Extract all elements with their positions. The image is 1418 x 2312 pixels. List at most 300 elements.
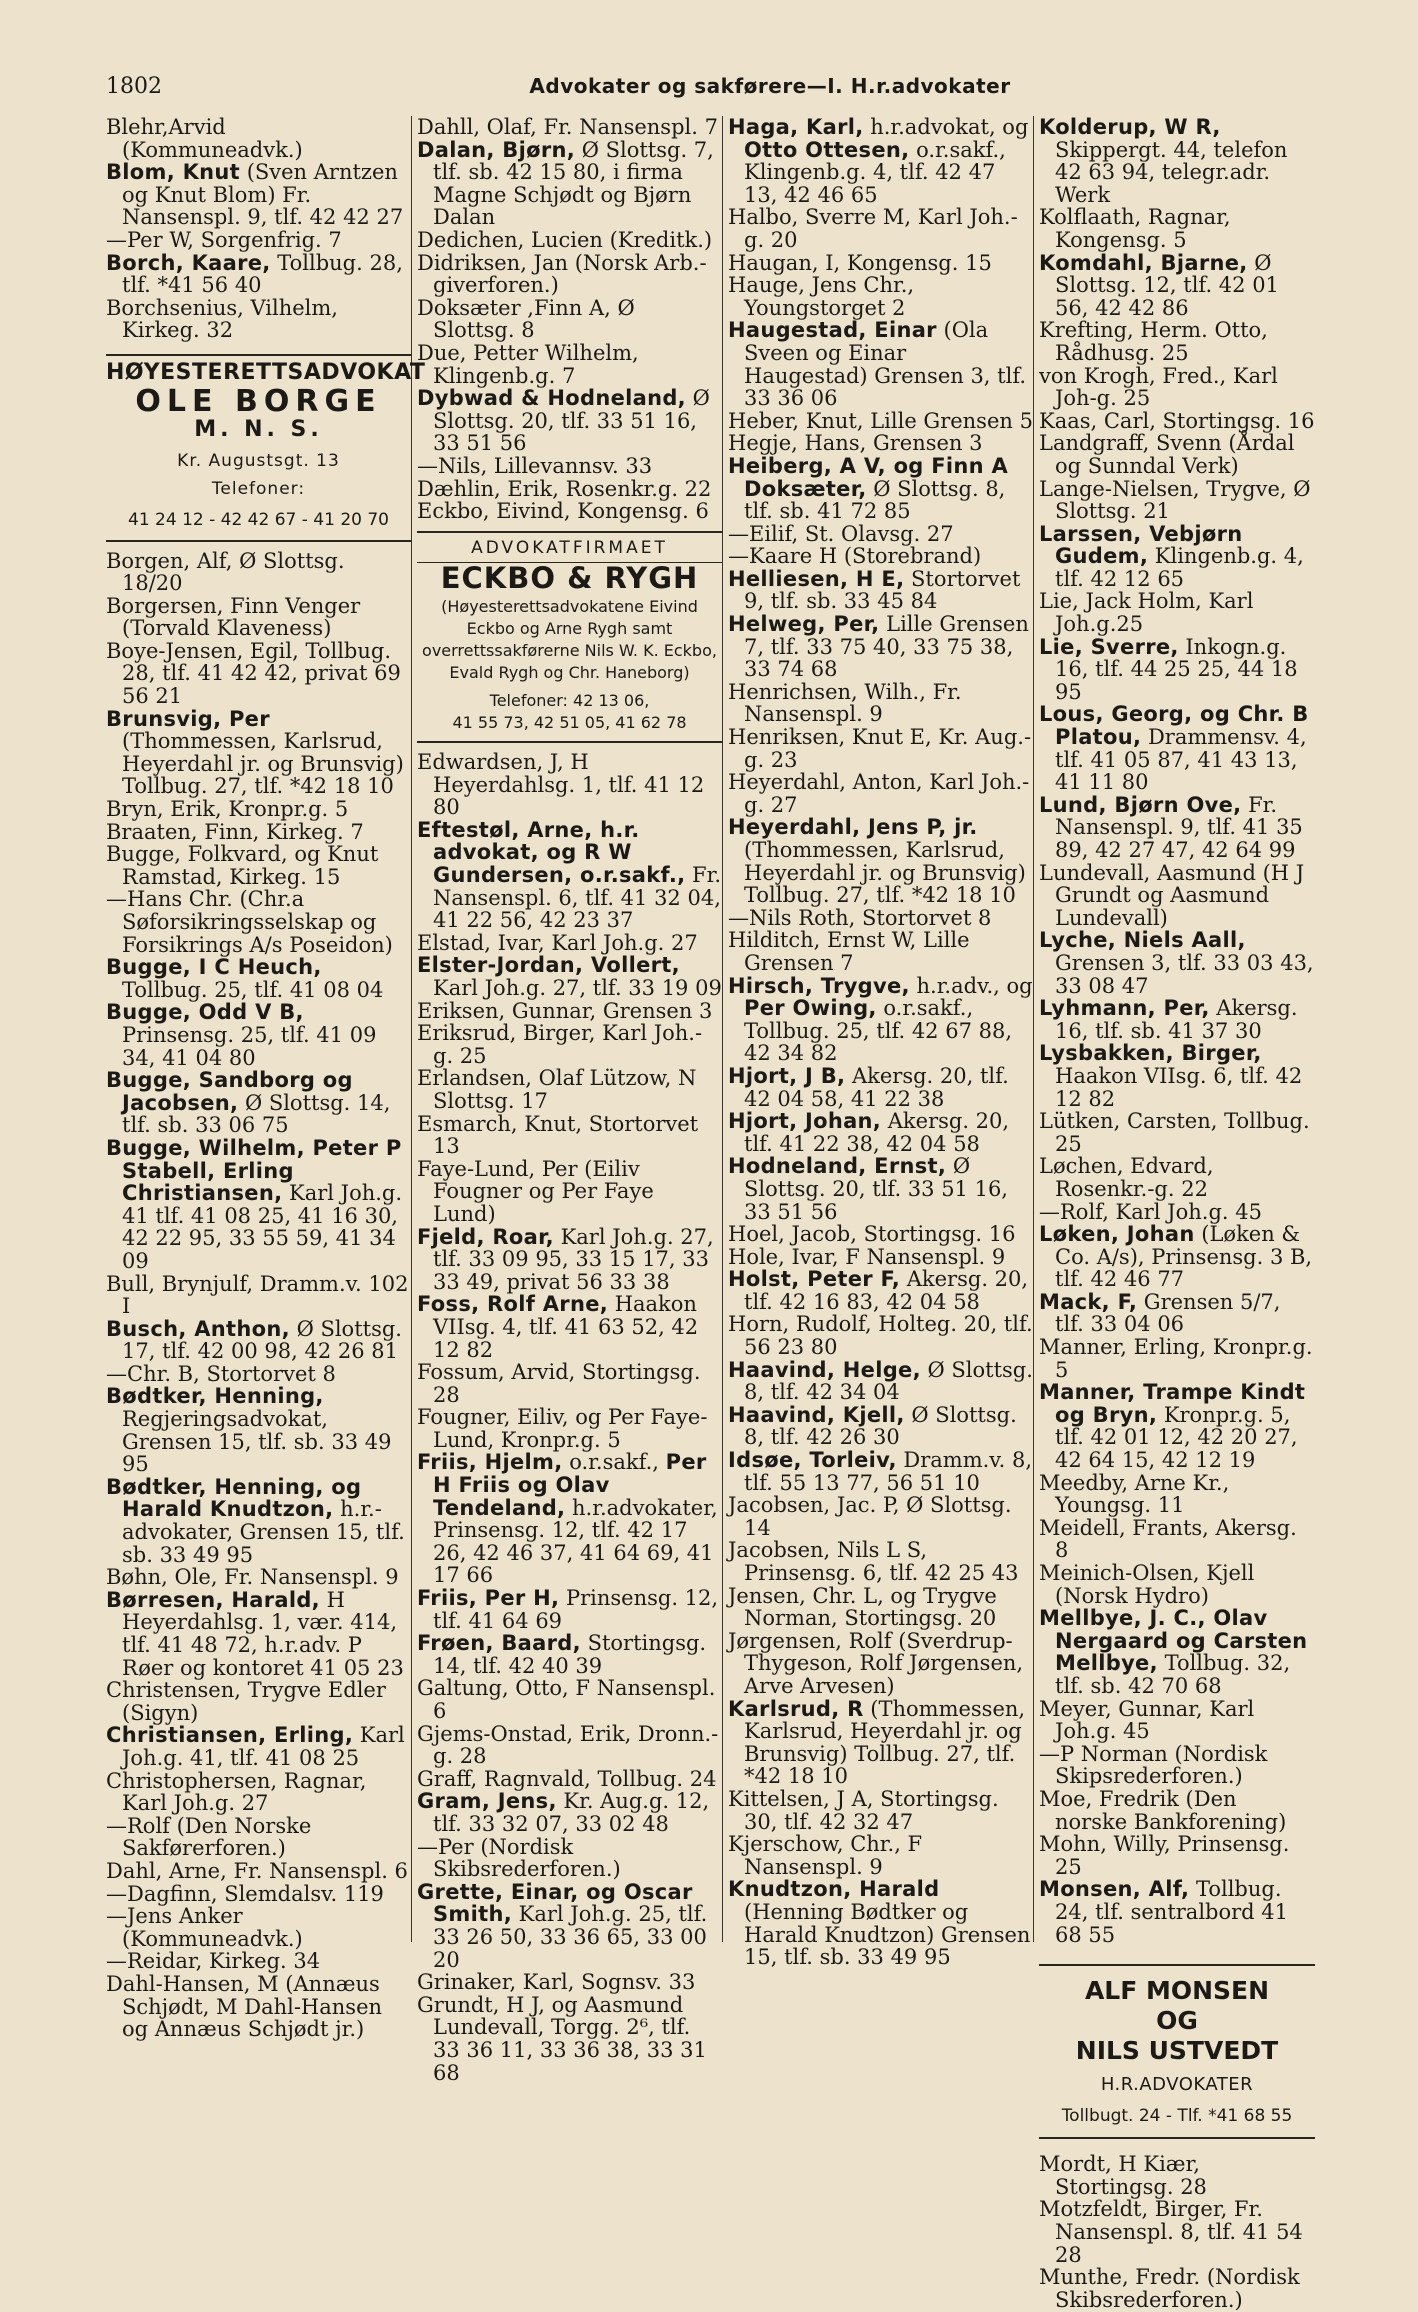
listing-details: Boye-Jensen, Egil, Tollbug. 28, tlf. 41 42 42, privat 69 56 21 (106, 638, 401, 709)
listing-details: Jacobsen, Jac. P, Ø Slottsg. 14 (728, 1493, 1012, 1540)
listing-entry (728, 274, 1034, 319)
listing-entry (1039, 1743, 1315, 1788)
listing-entry (728, 319, 1034, 409)
listing-entry (1039, 432, 1315, 477)
listing-name: Frøen, Baard, (417, 1631, 581, 1656)
listing-details: Kolflaath, Ragnar, Kongensg. 5 (1039, 205, 1231, 252)
listing-details: Ø Slottsg. 8, tlf. 42 34 04 (744, 1357, 1033, 1405)
listing-entry (417, 1451, 722, 1587)
listing-entry (106, 1679, 411, 1724)
listing-entry (1039, 703, 1315, 793)
listing-details: Motzfeldt, Birger, Fr. Nansenspl. 8, tlf. 41 54 28 (1039, 2197, 1303, 2267)
listing-entry (417, 229, 722, 252)
listing-name: Børresen, Harald, (106, 1587, 320, 1612)
listing-details: Manner, Erling, Kronpr.g. 5 (1039, 1335, 1313, 1382)
listing-details: Kaas, Carl, Stortingsg. 16 (1039, 408, 1315, 433)
listing-details: Moe, Fredrik (Den norske Bankforening) (1039, 1786, 1287, 1834)
listing-entry (106, 843, 411, 888)
listing-details: Jensen, Chr. L, og Trygve Norman, Stortingsg. 20 (728, 1583, 997, 1631)
listing-entry (1039, 2266, 1315, 2311)
listing-details: Gjems-Onstad, Erik, Dronn.-g. 28 (417, 1721, 719, 1769)
listing-details: Tollbug. 32, tlf. sb. 42 70 68 (1055, 1651, 1291, 1698)
listing-details: (Henning Bødtker og Harald Knudtzon) Grensen 15, tlf. sb. 33 49 95 (744, 1899, 1031, 1970)
listing-entry (728, 1449, 1034, 1494)
listing-entry (728, 1246, 1034, 1269)
listing-name: Holst, Peter F, (728, 1267, 901, 1292)
listing-entry (106, 1566, 411, 1589)
listing-entry (417, 139, 722, 229)
listing-entry (1039, 1336, 1315, 1381)
listing-entry (728, 771, 1034, 816)
listing-entry (106, 640, 411, 708)
listing-entry (728, 410, 1034, 433)
listing-details: h.r.-advokater, Grensen 15, tlf. sb. 33 49 95 (122, 1497, 405, 1567)
listing-details: Braaten, Finn, Kirkeg. 7 (106, 819, 364, 844)
listing-name: Knudtzon, Harald (728, 1877, 940, 1902)
listing-entry (417, 1406, 722, 1451)
listing-name: Helweg, Per, (728, 612, 880, 637)
listing-entry (1039, 1291, 1315, 1336)
listing-name: Eftestøl, Arne, h.r. advokat, og R W Gundersen, o.r.sakf., (417, 817, 686, 888)
listing-entry (1039, 862, 1315, 930)
listing-entry (417, 751, 722, 819)
ad-phones: 41 24 12 - 42 42 67 - 41 20 70 (128, 509, 389, 530)
listing-details: Horn, Rudolf, Holteg. 20, tlf. 56 23 80 (728, 1312, 1033, 1360)
listing-entry (106, 1273, 411, 1318)
listing-name: Lund, Bjørn Ove, (1039, 792, 1242, 817)
listing-entry (1039, 1110, 1315, 1155)
listing-entry (728, 1065, 1034, 1110)
listing-entry (1039, 590, 1315, 635)
listing-entry (417, 1632, 722, 1677)
listing-details: Ø Slottsg. 12, tlf. 42 01 56, 42 42 86 (1055, 250, 1279, 320)
listing-entry (106, 1589, 411, 1679)
listing-details: o.r.sakf., (562, 1450, 666, 1475)
listing-entry (417, 1022, 722, 1067)
listing-details: Drammensv. 4, tlf. 41 05 87, 41 43 13, 41 11 80 (1055, 725, 1307, 795)
listing-entry (106, 1905, 411, 1950)
listing-entry (417, 455, 722, 478)
listing-name: Per Owing, (744, 996, 877, 1021)
listing-details: (Thommessen, Karlsrud, Heyerdahl jr. og Brunsvig) Tollbug. 27, tlf. *42 18 10 (122, 729, 404, 799)
listing-entry (728, 523, 1034, 546)
listing-details: —P Norman (Nordisk Skipsrederforen.) (1039, 1741, 1268, 1789)
listing-entry (728, 1539, 1034, 1584)
listing-details: Edwardsen, J, H Heyerdahlsg. 1, tlf. 41 12 80 (417, 750, 705, 820)
listing-entry (1039, 929, 1315, 997)
listing-details: Eriksrud, Birger, Karl Joh.-g. 25 (417, 1021, 703, 1068)
listing-name: Dalan, Bjørn, (417, 137, 576, 162)
listing-entry (728, 1223, 1034, 1246)
listing-entry (728, 252, 1034, 275)
listing-entry (106, 1973, 411, 2041)
listing-name: Bødtker, Henning, og Harald Knudtzon, (106, 1474, 362, 1522)
listing-details: Grensen 5/7, tlf. 33 04 06 (1055, 1289, 1281, 1337)
listing-details: (Løken & Co. A/s), Prinsensg. 3 B, tlf. 42 46 77 (1055, 1222, 1313, 1292)
listing-entry (728, 545, 1034, 568)
listing-entry (417, 1067, 722, 1112)
listing-name: Dybwad & Hodneland, (417, 386, 686, 411)
listing-name: Elster-Jordan, Vollert, (417, 953, 680, 978)
listing-entry (417, 1881, 722, 1971)
listing-entry (1039, 1698, 1315, 1743)
listing-details: Akersg. 16, tlf. sb. 41 37 30 (1055, 996, 1298, 1043)
listing-details: (Thommessen, Karlsrud, Heyerdahl jr. og Brunsvig) Tollbug. 27, tlf. *42 18 10 (744, 838, 1026, 908)
listing-details: Karl Joh.g. 41, tlf. 41 08 25 (122, 1723, 405, 1770)
listing-name: Løken, Johan (1039, 1222, 1195, 1247)
page-number: 1802 (106, 74, 162, 99)
listing-name: Busch, Anthon, (106, 1316, 290, 1341)
listing-entry (106, 888, 411, 956)
listing-details: Mohn, Willy, Prinsensg. 25 (1039, 1832, 1290, 1879)
listing-entry (1039, 206, 1315, 251)
listing-name: Hodneland, Ernst, (728, 1154, 947, 1179)
listing-details: —Kaare H (Storebrand) (728, 544, 982, 569)
listing-entry (106, 1476, 411, 1566)
listing-entry (417, 819, 722, 932)
listing-name: Hjort, Johan, (728, 1109, 882, 1134)
listing-entry (728, 1313, 1034, 1358)
listing-entry (106, 956, 411, 1001)
listing-entry (417, 1293, 722, 1361)
listing-entry (1039, 252, 1315, 320)
column-divider (411, 116, 412, 1942)
listing-details: Akersg. 20, tlf. 42 04 58, 41 22 38 (744, 1063, 1009, 1111)
listing-name: Friis, Per H, (417, 1586, 560, 1611)
listing-details: Haakon VIIsg. 4, tlf. 41 63 52, 42 12 82 (433, 1292, 699, 1362)
listing-name: Brunsvig, Per (106, 706, 270, 731)
listing-details: Eckbo, Eivind, Kongensg. 6 (417, 499, 709, 524)
listing-details: Fossum, Arvid, Stortingsg. 28 (417, 1360, 701, 1407)
listing-details: Kronpr.g. 5, tlf. 42 01 12, 42 20 27, 42 64 15, 42 12 19 (1055, 1402, 1298, 1473)
listing-details: Kittelsen, J A, Stortingsg. 30, tlf. 42 32 47 (728, 1786, 999, 1834)
listing-entry (1039, 1562, 1315, 1607)
listing-details: Galtung, Otto, F Nansenspl. 6 (417, 1676, 716, 1723)
listing-entry (728, 1630, 1034, 1698)
listing-details: Esmarch, Knut, Stortorvet 13 (417, 1111, 699, 1159)
ad-phones: 41 55 73, 42 51 05, 41 62 78 (452, 713, 687, 733)
listing-details: Jørgensen, Rolf (Sverdrup-Thygeson, Rolf Jørgensen, Arve Arvesen) (728, 1628, 1024, 1698)
listing-name: Bødtker, Henning, (106, 1384, 324, 1409)
listing-name: Grette, Einar, og Oscar Smith, (417, 1879, 693, 1927)
listing-entry (106, 1770, 411, 1815)
listing-details: Henriksen, Knut E, Kr. Aug.-g. 23 (728, 725, 1032, 772)
listing-details: —Hans Chr. (Chr.a Søforsikringsselskap og Forsikrings A/s Poseidon) (106, 887, 393, 957)
listing-details: —Rolf, Karl Joh.g. 45 (1039, 1199, 1262, 1224)
listing-entry (728, 1110, 1034, 1155)
listing-name: Otto Ottesen, (744, 137, 910, 162)
listing-details: Krefting, Herm. Otto, Rådhusg. 25 (1039, 318, 1268, 365)
listing-details: h.r.advokat, og (863, 115, 1029, 139)
listing-details: Akersg. 20, tlf. 41 22 38, 42 04 58 (744, 1109, 1010, 1156)
ad-firm-name: ECKBO & RYGH (440, 561, 699, 596)
listing-details: —Eilif, St. Olavsg. 27 (728, 521, 954, 546)
ad-membership: M. N. S. (194, 417, 323, 443)
listing-entry (1039, 997, 1315, 1042)
listing-entry (106, 595, 411, 640)
listing-name: Haugestad, Einar (728, 318, 937, 343)
listing-entry (417, 954, 722, 999)
listing-name: Borch, Kaare, (106, 250, 271, 275)
listing-details: Bugge, Folkvard, og Knut Ramstad, Kirkeg. 15 (106, 842, 379, 889)
listing-details: Ø Slottsg. 8, tlf. 42 26 30 (744, 1402, 1017, 1450)
listing-details: Borchsenius, Vilhelm, Kirkeg. 32 (106, 295, 338, 343)
listing-details: Meyer, Gunnar, Karl Joh.g. 45 (1039, 1696, 1255, 1744)
listing-entry (417, 1158, 722, 1226)
ad-title: HØYESTERETTSADVOKAT (106, 359, 426, 385)
listing-details: Dæhlin, Erik, Rosenkr.g. 22 (417, 476, 712, 501)
listing-details: —Chr. B, Stortorvet 8 (106, 1361, 336, 1386)
listing-details: Fr. Nansenspl. 6, tlf. 41 32 04, 41 22 56, 42 23 37 (433, 863, 722, 933)
listing-details: Dahl-Hansen, M (Annæus Schjødt, M Dahl-Hansen og Annæus Schjødt jr.) (106, 1971, 383, 2042)
listing-details: Ø Slottsg. 8, tlf. sb. 41 72 85 (744, 476, 1006, 524)
listing-details: Heber, Knut, Lille Grensen 5 (728, 408, 1033, 433)
listing-details: Bull, Brynjulf, Dramm.v. 102 I (106, 1271, 409, 1319)
listing-entry (417, 297, 722, 342)
column-2 (417, 116, 722, 2084)
listing-entry (106, 161, 411, 229)
listing-details: Haugan, I, Kongensg. 15 (728, 250, 992, 275)
listing-details: Ø Slottsg. 20, tlf. 33 51 16, 33 51 56 (433, 386, 710, 456)
ad-address: Kr. Augustsgt. 13 (177, 450, 340, 471)
listing-entry (106, 821, 411, 844)
listing-entry (728, 681, 1034, 726)
listing-name: Haavind, Kjell, (728, 1402, 905, 1427)
listing-details: Lange-Nielsen, Trygve, Ø Slottsg. 21 (1039, 476, 1311, 524)
listing-name: Per H Friis og Olav Tendeland, (433, 1450, 707, 1520)
listing-name: Karlsrud, R (728, 1696, 864, 1721)
listing-details: —Reidar, Kirkeg. 34 (106, 1949, 321, 1974)
listing-details: Kr. Aug.g. 12, tlf. 33 32 07, 33 02 48 (433, 1789, 710, 1836)
listing-details: —Nils, Lillevannsv. 33 (417, 453, 653, 478)
listing-entry (728, 432, 1034, 455)
listing-entry (417, 342, 722, 387)
listing-entry (1039, 1607, 1315, 1697)
listing-name: Heiberg, A V, og Finn A Doksæter, (728, 453, 1009, 501)
listing-details: Fougner, Eiliv, og Per Faye-Lund, Kronpr.g. 5 (417, 1405, 708, 1452)
listing-details: Karl Joh.g. 25, tlf. 33 26 50, 33 36 65, 33 00 20 (433, 1902, 708, 1972)
listing-name: Bugge, Sandborg og Jacobsen, (106, 1068, 353, 1115)
listing-entry (106, 252, 411, 297)
listing-details: Christensen, Trygve Edler (Sigyn) (106, 1678, 386, 1725)
listing-details: Fr. Nansenspl. 9, tlf. 41 35 89, 42 27 47, 42 64 99 (1055, 792, 1303, 862)
listing-entry (1039, 1472, 1315, 1517)
listing-name: Lous, Georg, og Chr. B Platou, (1039, 702, 1309, 750)
column-divider (722, 116, 723, 1942)
listing-entry (106, 550, 411, 595)
listing-details: Didriksen, Jan (Norsk Arb.-giverforen.) (417, 250, 707, 298)
listing-details: Meedby, Arne Kr., Youngsg. 11 (1039, 1470, 1230, 1518)
listing-entry (417, 387, 722, 455)
listing-name: Komdahl, Bjarne, (1039, 250, 1248, 275)
listing-name: Idsøe, Torleiv, (728, 1448, 897, 1473)
listing-details: Akersg. 20, tlf. 42 16 83, 42 04 58 (744, 1267, 1029, 1314)
listing-entry (106, 708, 411, 798)
listing-details: Bryn, Erik, Kronpr.g. 5 (106, 797, 349, 822)
listing-details: Dahl, Arne, Fr. Nansenspl. 6 (106, 1858, 408, 1883)
listing-details: Halbo, Sverre M, Karl Joh.-g. 20 (728, 205, 1018, 252)
listing-entry (417, 500, 722, 523)
listing-entry (417, 1677, 722, 1722)
listing-details: Inkogn.g. 16, tlf. 44 25 25, 44 18 95 (1055, 634, 1298, 704)
ad-title: H.R.ADVOKATER (1100, 2074, 1254, 2096)
listing-name: Fjeld, Roar, (417, 1224, 554, 1249)
listing-entry (417, 116, 722, 139)
listing-name: Bugge, Odd V B, (106, 1000, 304, 1025)
listing-entry (1039, 1788, 1315, 1833)
listing-details: o.r.sakf., Klingenb.g. 4, tlf. 42 47 13, 42 46 65 (744, 137, 1006, 207)
listing-details: Christophersen, Ragnar, Karl Joh.g. 27 (106, 1768, 367, 1816)
listing-name: Kolderup, W R, (1039, 115, 1221, 139)
listing-details: Haakon VIIsg. 6, tlf. 42 12 82 (1055, 1063, 1303, 1111)
listing-entry (1039, 794, 1315, 862)
listing-details: Meinich-Olsen, Kjell (Norsk Hydro) (1039, 1561, 1255, 1608)
listing-name: Gram, Jens, (417, 1789, 557, 1814)
listing-entry (106, 1883, 411, 1906)
ad-firm-name: ALF MONSEN (1084, 1976, 1270, 2006)
listing-details: Dahll, Olaf, Fr. Nansenspl. 7 (417, 115, 718, 139)
page-header: Advokater og sakførere—I. H.r.advokater (529, 74, 1011, 98)
listing-name: Monsen, Alf, (1039, 1877, 1190, 1902)
listing-entry (728, 1268, 1034, 1313)
listing-details: Lundevall, Aasmund (H J Grundt og Aasmund Lundevall) (1039, 860, 1305, 930)
listing-details: Grinaker, Karl, Sognsv. 33 (417, 1970, 696, 1995)
listing-entry (728, 116, 1034, 206)
listing-details: Grundt, H J, og Aasmund Lundevall, Torgg. 2⁶, tlf. 33 36 11, 33 36 38, 33 31 68 (417, 1992, 707, 2085)
listing-details: —Jens Anker (Kommuneadvk.) (106, 1904, 303, 1951)
listing-entry (1039, 2153, 1315, 2198)
listing-details: Henrichsen, Wilh., Fr. Nansenspl. 9 (728, 679, 962, 727)
listing-details: Blehr,Arvid (Kommuneadvk.) (106, 115, 303, 162)
listing-details: Bøhn, Ole, Fr. Nansenspl. 9 (106, 1565, 399, 1590)
listing-entry (417, 1723, 722, 1768)
listing-details: Grensen 3, tlf. 33 03 43, 33 08 47 (1055, 950, 1314, 998)
listing-entry (417, 1971, 722, 1994)
listing-name: Haavind, Helge, (728, 1357, 921, 1382)
listing-details: Karl Joh.g. 27, tlf. 33 09 95, 33 15 17, 33 33 49, privat 56 33 38 (433, 1224, 714, 1294)
listing-entry (728, 907, 1034, 930)
listing-details: Stortorvet 9, tlf. sb. 33 45 84 (744, 566, 1021, 614)
listing-entry (106, 1318, 411, 1363)
listing-details: —Dagfinn, Slemdalsv. 119 (106, 1881, 384, 1906)
listing-name: Lysbakken, Birger, (1039, 1041, 1262, 1066)
listing-entry (106, 1001, 411, 1069)
listing-details: Erlandsen, Olaf Lützow, N Slottsg. 17 (417, 1066, 697, 1113)
listing-details: Karl Joh.g. 27, tlf. 33 19 09 (433, 976, 722, 1000)
listing-entry (728, 1359, 1034, 1404)
listing-details: Tollbug. 25, tlf. 41 08 04 (122, 977, 384, 1002)
listing-entry (1039, 410, 1315, 433)
listing-entry (728, 1878, 1034, 1968)
listing-details: o.r.sakf., Tollbug. 25, tlf. 42 67 88, 42 34 82 (744, 996, 1013, 1066)
listing-entry (106, 1385, 411, 1475)
listing-name: Heyerdahl, Jens P, jr. (728, 815, 978, 840)
listing-name: Lyche, Niels Aall, (1039, 928, 1246, 953)
advertisement-monsen (1039, 1964, 1315, 2139)
listing-details: Dedichen, Lucien (Kreditk.) (417, 227, 713, 252)
listing-entry (417, 1361, 722, 1406)
listing-details: Hauge, Jens Chr., Youngstorget 2 (728, 273, 915, 320)
listing-details: Graff, Ragnvald, Tollbug. 24 (417, 1766, 717, 1791)
listing-details: (Ola Sveen og Einar Haugestad) Grensen 3, tlf. 33 36 06 (744, 318, 1027, 411)
listing-entry (728, 1585, 1034, 1630)
listing-details: Hegje, Hans, Grensen 3 (728, 431, 983, 456)
listing-details: (Sven Arntzen og Knut Blom) Fr. Nansenspl. 9, tlf. 42 42 27 (122, 160, 404, 230)
ad-firm-name: NILS USTVEDT (1075, 2036, 1279, 2066)
listing-details: Løchen, Edvard, Rosenkr.-g. 22 (1039, 1154, 1214, 1201)
listing-details: Mordt, H Kiær, Stortingsg. 28 (1039, 2152, 1207, 2199)
listing-details: Stortingsg. 14, tlf. 42 40 39 (433, 1631, 707, 1678)
listing-entry (728, 455, 1034, 523)
ad-phone-label: Telefoner: (211, 479, 306, 500)
listing-details: Dramm.v. 8, tlf. 55 13 77, 56 51 10 (744, 1448, 1033, 1495)
advertisement-borge (106, 354, 426, 542)
listing-entry (1039, 365, 1315, 410)
listing-entry (106, 1363, 411, 1386)
listing-entry (1039, 1223, 1315, 1291)
listing-details: —Per (Nordisk Skibsrederforen.) (417, 1834, 621, 1882)
listing-details: —Per W, Sorgenfrig. 7 (106, 227, 342, 252)
listing-entry (417, 1768, 722, 1791)
listing-name: Foss, Rolf Arne, (417, 1292, 609, 1317)
column-1 (106, 115, 426, 2042)
ad-phones: Telefoner: 42 13 06, (489, 690, 650, 710)
listing-entry (417, 478, 722, 501)
listing-details: Landgraff, Svenn (Årdal og Sunndal Verk) (1039, 431, 1295, 478)
listing-entry (417, 1994, 722, 2084)
listing-name: Christiansen, Erling, (106, 1723, 354, 1748)
listing-details: h.r.adv., og (909, 973, 1033, 998)
listing-details: Kjerschow, Chr., F Nansenspl. 9 (728, 1832, 923, 1879)
advertisement-eckbo (417, 531, 722, 743)
column-3 (728, 116, 1034, 1969)
listing-details: Ø Slottsg. 20, tlf. 33 51 16, 33 51 56 (744, 1154, 1008, 1224)
ad-title: ADVOKATFIRMAET (417, 537, 722, 564)
listing-entry (728, 726, 1034, 771)
listing-name: Larssen, Vebjørn Gudem, (1039, 521, 1243, 569)
listing-name: Mellbye, J. C., Olav Nergaard og Carsten Mellbye, (1039, 1606, 1308, 1676)
listing-details: Ø Slottsg. 17, tlf. 42 00 98, 42 26 81 (122, 1316, 402, 1364)
listing-name: Hjort, J B, (728, 1063, 846, 1088)
listing-entry (1039, 1155, 1315, 1200)
listing-details: Hilditch, Ernst W, Lille Grensen 7 (728, 928, 970, 975)
listing-entry (1039, 319, 1315, 364)
listing-entry (417, 252, 722, 297)
listing-details: Elstad, Ivar, Karl Joh.g. 27 (417, 930, 698, 955)
listing-entry (1039, 478, 1315, 523)
listing-entry (728, 1833, 1034, 1878)
ad-firm-name: OLE BORGE (135, 383, 382, 419)
listing-details: Regjeringsadvokat, Grensen 15, tlf. sb. 33 49 95 (122, 1407, 392, 1477)
listing-name: Lie, Sverre, (1039, 634, 1179, 659)
listing-name: Lyhmann, Per, (1039, 996, 1210, 1021)
listing-entry (106, 1860, 411, 1883)
listing-entry (106, 116, 411, 161)
listing-details: Lille Grensen 7, tlf. 33 75 40, 33 75 38, 33 74 68 (744, 612, 1029, 682)
listing-details: von Krogh, Fred., Karl Joh-g. 25 (1039, 363, 1278, 411)
listing-entry (1039, 1042, 1315, 1110)
listing-details: Faye-Lund, Per (Eiliv Fougner og Per Faye Lund) (417, 1156, 654, 1226)
listing-entry (728, 929, 1034, 974)
listing-details: Lie, Jack Holm, Karl Joh.g.25 (1039, 589, 1254, 637)
listing-entry (106, 1724, 411, 1769)
listing-entry (106, 1137, 411, 1273)
listing-details: Heyerdahl, Anton, Karl Joh.-g. 27 (728, 770, 1030, 817)
listing-entry (417, 1587, 722, 1632)
listing-details: Ø Slottsg. 7, tlf. sb. 42 15 80, i firma Magne Schjødt og Bjørn Dalan (433, 137, 714, 230)
listing-entry (728, 1155, 1034, 1223)
listing-name: Blom, Knut (106, 160, 241, 185)
